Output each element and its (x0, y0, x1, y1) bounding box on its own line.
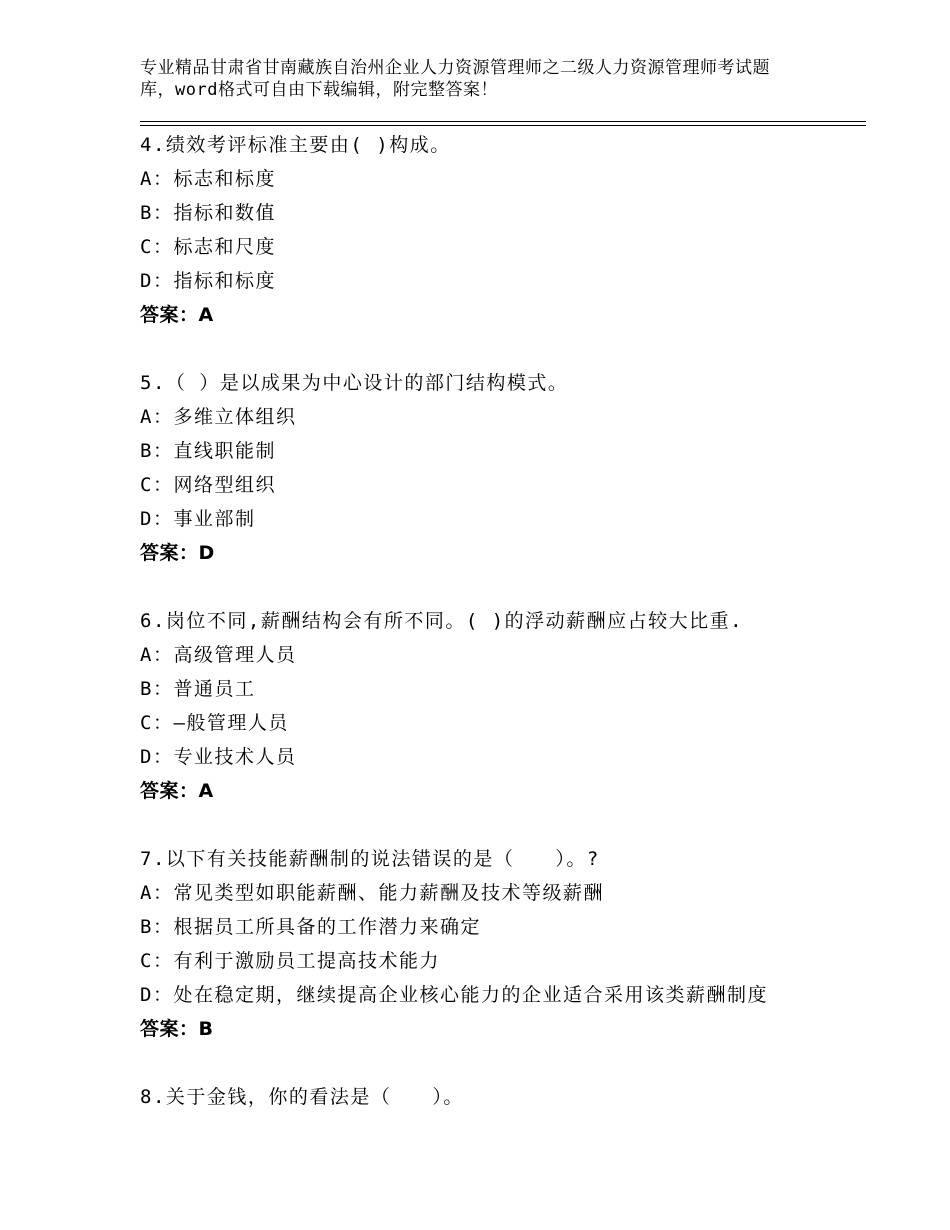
question-list (140, 128, 866, 1148)
option-d: D：专业技术人员 (140, 746, 297, 768)
option-b: B：指标和数值 (140, 202, 276, 224)
header-divider-bottom (140, 125, 866, 126)
option-b: B：根据员工所具备的工作潜力来确定 (140, 916, 481, 938)
answer-label: 答案：A (140, 780, 214, 802)
question-stem: 7.以下有关技能薪酬制的说法错误的是（ ）。? (140, 848, 600, 870)
answer-label: 答案：B (140, 1018, 214, 1040)
option-c: C：—般管理人员 (140, 712, 289, 734)
question-5 (140, 366, 866, 570)
option-c: C：有利于激励员工提高技术能力 (140, 950, 440, 972)
answer-label: 答案：A (140, 304, 214, 326)
question-6 (140, 604, 866, 808)
option-a: A：高级管理人员 (140, 644, 297, 666)
option-b: B：普通员工 (140, 678, 256, 700)
question-stem: 6.岗位不同,薪酬结构会有所不同。( )的浮动薪酬应占较大比重. (140, 610, 744, 632)
option-d: D：处在稳定期，继续提高企业核心能力的企业适合采用该类薪酬制度 (140, 984, 768, 1006)
question-stem: 5.（ ）是以成果为中心设计的部门结构模式。 (140, 372, 569, 394)
answer-label: 答案：D (140, 542, 215, 564)
header-divider-top (140, 121, 866, 122)
option-c: C：网络型组织 (140, 474, 276, 496)
question-7 (140, 842, 866, 1046)
question-stem: 8.关于金钱，你的看法是（ ）。 (140, 1086, 464, 1108)
document-header (140, 57, 840, 101)
option-c: C：标志和尺度 (140, 236, 276, 258)
question-stem: 4.绩效考评标准主要由( )构成。 (140, 134, 451, 156)
option-a: A：多维立体组织 (140, 406, 297, 428)
option-a: A：常见类型如职能薪酬、能力薪酬及技术等级薪酬 (140, 882, 604, 904)
header-line-1: 专业精品甘肃省甘南藏族自治州企业人力资源管理师之二级人力资源管理师考试题 (140, 58, 770, 78)
question-4 (140, 128, 866, 332)
option-b: B：直线职能制 (140, 440, 276, 462)
option-d: D：事业部制 (140, 508, 256, 530)
question-8 (140, 1080, 866, 1114)
option-d: D：指标和标度 (140, 270, 276, 292)
header-line-2: 库，word格式可自由下载编辑，附完整答案！ (140, 80, 498, 100)
option-a: A：标志和标度 (140, 168, 276, 190)
